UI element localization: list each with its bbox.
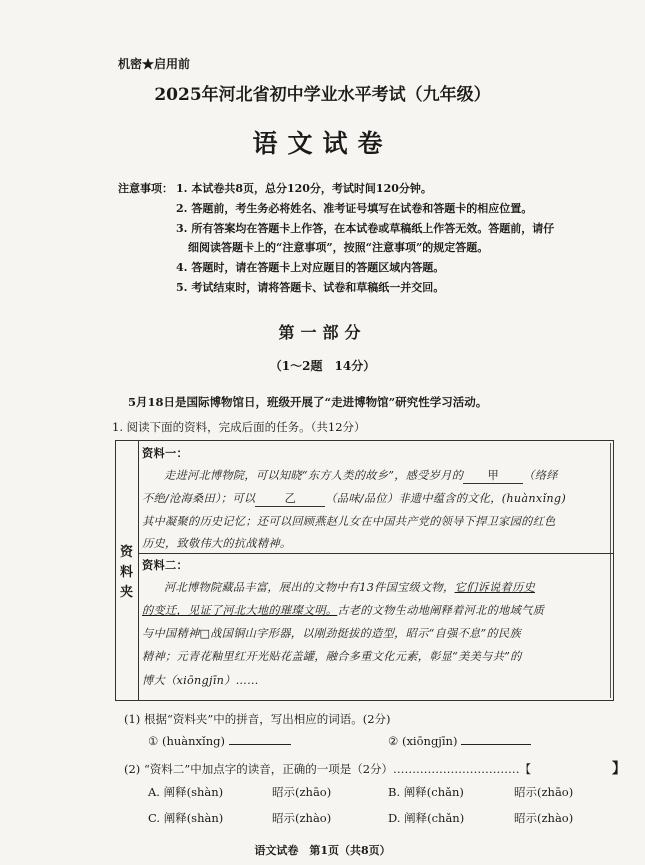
note-item: 3. 所有答案均在答题卡上作答，在本试卷或草稿纸上作答无效。答题前，请仔 <box>176 222 555 235</box>
material-2-line: 的变迁，见证了河北大地的璀璨文明。古老的文物生动地阐释着河北的地域气质 <box>142 604 545 617</box>
material-2-line: 与中国精神□战国铜山字形器，以刚劲挺拔的造型，昭示“自强不息”的民族 <box>142 627 522 640</box>
answer-1a: ① (huànxǐng) <box>148 734 291 748</box>
material-2-line: 精神；元青花釉里红开光贴花盖罐，融合多重文化元素，彰显“美美与共”的 <box>142 650 522 663</box>
option-c: C. 阐释(shàn) <box>148 811 224 825</box>
folder-char: 料 <box>120 565 134 580</box>
option-a: 昭示(zhāo) <box>272 785 332 799</box>
blank-yi: 乙 <box>255 490 325 507</box>
subquestion-1: (1) 根据“资料夹”中的拼音，写出相应的词语。(2分) <box>124 712 391 726</box>
question-1: 1. 阅读下面的资料，完成后面的任务。（共12分） <box>112 420 366 434</box>
material-1-label: 资料一： <box>142 446 188 460</box>
secret-label: 机密★启用前 <box>118 57 191 71</box>
note-item: 5. 考试结束时，请将答题卡、试卷和草稿纸一并交回。 <box>176 281 445 294</box>
subject-title: 语文试卷 <box>252 129 393 158</box>
exam-title: 2025年河北省初中学业水平考试（九年级） <box>154 85 491 105</box>
material-divider <box>138 553 613 554</box>
part-title: 第一部分 <box>278 323 367 342</box>
option-b: 昭示(zhāo) <box>514 785 574 799</box>
material-2-line: 河北博物院藏品丰富，展出的文物中有13件国宝级文物，它们诉说着历史 <box>164 581 535 594</box>
subquestion-2: (2) “资料二”中加点字的读音，正确的一项是（2分）……………………………【 <box>124 762 532 776</box>
note-item: 4. 答题时，请在答题卡上对应题目的答题区域内答题。 <box>176 261 445 274</box>
activity-intro: 5月18日是国际博物馆日，班级开展了“走进博物馆”研究性学习活动。 <box>128 395 488 409</box>
page-footer: 语文试卷 第1页（共8页） <box>254 844 391 857</box>
answer-1a-line[interactable] <box>229 734 291 745</box>
blank-jia: 甲 <box>463 467 523 484</box>
material-2-label: 资料二： <box>142 558 188 572</box>
note-item: 2. 答题前，考生务必将姓名、准考证号填写在试卷和答题卡的相应位置。 <box>176 202 533 215</box>
answer-1b-line[interactable] <box>461 734 531 745</box>
note-item: 1. 本试卷共8页，总分120分，考试时间120分钟。 <box>176 182 432 195</box>
option-d: 昭示(zhào) <box>514 811 574 825</box>
material-1-line: 历史，致敬伟大的抗战精神。 <box>142 537 292 550</box>
answer-1b: ② (xiōngjīn) <box>388 734 531 748</box>
notes-label: 注意事项： <box>118 182 173 195</box>
answer-bracket-close: 】 <box>612 761 626 777</box>
folder-inner-border <box>610 443 611 698</box>
option-b: B. 阐释(chǎn) <box>388 785 464 799</box>
material-2-line: 博大（xiōngjīn）…… <box>142 674 259 687</box>
material-1-line: 其中凝聚的历史记忆；还可以回顾燕赵儿女在中国共产党的领导下捍卫家园的红色 <box>142 515 556 528</box>
folder-side-label <box>116 441 139 700</box>
option-d: D. 阐释(chǎn) <box>388 811 465 825</box>
material-1-line: 走进河北博物院，可以知晓“东方人类的故乡”，感受岁月的 甲 （络绎 <box>164 469 558 482</box>
folder-char: 夹 <box>120 585 134 600</box>
material-folder <box>115 440 614 701</box>
option-a: A. 阐释(shàn) <box>148 785 224 799</box>
note-item: 细阅读答题卡上的“注意事项”，按照“注意事项”的规定答题。 <box>188 241 489 254</box>
part-range: （1～2题 14分） <box>269 359 376 373</box>
material-1-line: 不绝/沧海桑田）；可以 乙 （品味/品位）非遗中蕴含的文化，(huànxǐng) <box>142 492 567 505</box>
option-c: 昭示(zhào) <box>272 811 332 825</box>
folder-char: 资 <box>120 545 134 560</box>
